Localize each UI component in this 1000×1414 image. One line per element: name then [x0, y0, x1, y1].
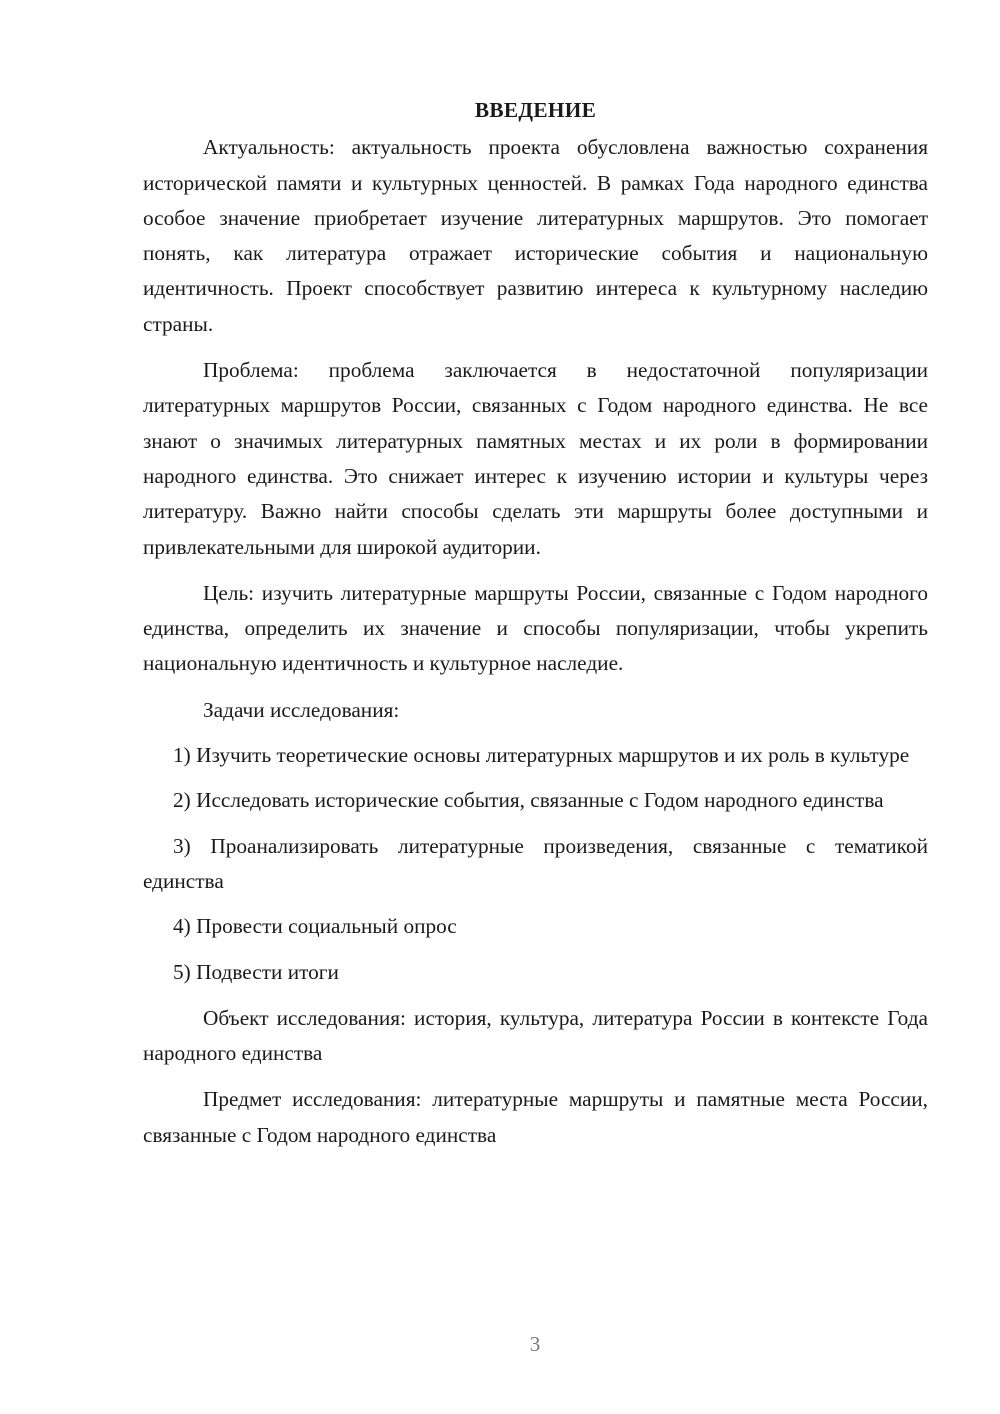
- subject-paragraph: Предмет исследования: литературные маршруты и памятные места России, связанные с Годом народного единства: [143, 1087, 928, 1147]
- task-item: 2) Исследовать исторические события, связанные с Годом народного единства: [173, 788, 884, 813]
- task-item: 3) Проанализировать литературные произведения, связанные с тематикой единства: [143, 833, 928, 893]
- page-title: ВВЕДЕНИЕ: [474, 98, 597, 122]
- problem-paragraph: Проблема: проблема заключается в недостаточной популяризации литературных маршрутов России, связанных с Годом народного единства. Не все знают о значимых литературных памятных местах и их роли в формировании народного единства. Это снижает интерес к изучению истории и культуры через литературу. Важно найти способы сделать эти маршруты более доступными и привлекательными для широкой аудитории.: [143, 358, 928, 559]
- page-number: 3: [529, 1332, 541, 1356]
- tasks-heading: Задачи исследования:: [203, 697, 400, 722]
- relevance-paragraph: Актуальность: актуальность проекта обусловлена важностью сохранения исторической памяти и культурных ценностей. В рамках Года народного единства особое значение приобретает изучение литературных маршрутов. Это помогает понять, как литература отражает исторические события и национальную идентичность. Проект способствует развитию интереса к культурному наследию страны.: [143, 135, 928, 336]
- tasks-list: [143, 738, 928, 990]
- goal-paragraph: Цель: изучить литературные маршруты России, связанные с Годом народного единства, определить их значение и способы популяризации, чтобы укрепить национальную идентичность и культурное наследие.: [143, 580, 928, 676]
- object-paragraph: Объект исследования: история, культура, литература России в контексте Года народного единства: [143, 1005, 928, 1066]
- document-page: [143, 93, 928, 1153]
- task-item: 1) Изучить теоретические основы литературных маршрутов и их роль в культуре: [173, 743, 910, 768]
- task-item: 5) Подвести итоги: [173, 959, 339, 984]
- task-item: 4) Провести социальный опрос: [173, 914, 457, 939]
